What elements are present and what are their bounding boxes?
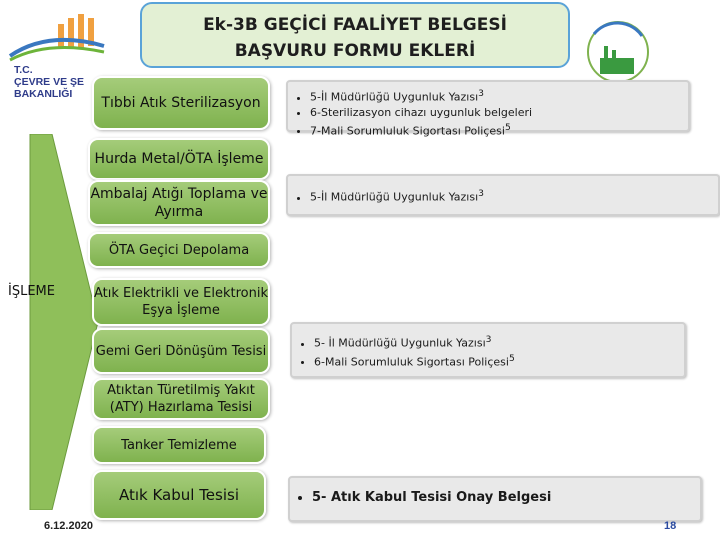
footer-date: 6.12.2020 — [44, 520, 93, 532]
activity-rdf: Atıktan Türetilmiş Yakıt (ATY) Hazırlama Tesisi — [92, 378, 270, 420]
requirements-group-2 — [286, 174, 720, 216]
requirement-item: • 5- İl Müdürlüğü Uygunluk Yazısı$^3$ — [314, 332, 678, 351]
requirement-item: • 6-Mali Sorumluluk Sigortası Poliçesi$^5$ — [314, 351, 678, 370]
activity-medical-waste: Tıbbi Atık Sterilizasyon — [92, 76, 270, 130]
activity-ship-recycling: Gemi Geri Dönüşüm Tesisi — [92, 328, 270, 374]
page-title — [140, 2, 570, 68]
requirements-group-1 — [286, 80, 690, 138]
requirement-item: • 7-Mali Sorumluluk Sigortası Poliçesi$^5$ — [310, 120, 682, 139]
title-line-2: BAŞVURU FORMU EKLERİ — [234, 41, 476, 61]
recycle-logo — [560, 14, 656, 84]
requirement-item: • 5-İl Müdürlüğü Uygunluk Yazısı$^3$ — [310, 86, 682, 105]
ministry-line-3: BAKANLIĞI — [14, 88, 73, 100]
ministry-line-2: ÇEVRE VE ŞE — [14, 76, 85, 88]
activity-scrap-metal: Hurda Metal/ÖTA İşleme — [88, 138, 270, 180]
title-line-1: Ek-3B GEÇİCİ FAALİYET BELGESİ — [203, 15, 507, 35]
factory-icon — [600, 46, 634, 74]
activity-weee: Atık Elektrikli ve Elektronik Eşya İşleme — [92, 278, 270, 326]
activity-packaging-waste: Ambalaj Atığı Toplama ve Ayırma — [88, 180, 270, 226]
requirements-group-3 — [290, 322, 686, 378]
page-number: 18 — [664, 520, 677, 532]
process-arrow — [22, 134, 98, 510]
activity-ota-storage: ÖTA Geçici Depolama — [88, 232, 270, 268]
activity-waste-reception: Atık Kabul Tesisi — [92, 470, 266, 520]
requirement-item: • 5- Atık Kabul Tesisi Onay Belgesi — [312, 490, 694, 505]
side-label: İŞLEME — [8, 284, 55, 299]
activity-tanker-cleaning: Tanker Temizleme — [92, 426, 266, 464]
ministry-name — [14, 64, 84, 100]
requirements-group-4 — [288, 476, 702, 522]
ministry-line-1: T.C. — [14, 64, 33, 76]
requirement-item: • 6-Sterilizasyon cihazı uygunluk belgeleri — [310, 105, 682, 120]
requirement-item: • 5-İl Müdürlüğü Uygunluk Yazısı$^3$ — [310, 186, 712, 205]
